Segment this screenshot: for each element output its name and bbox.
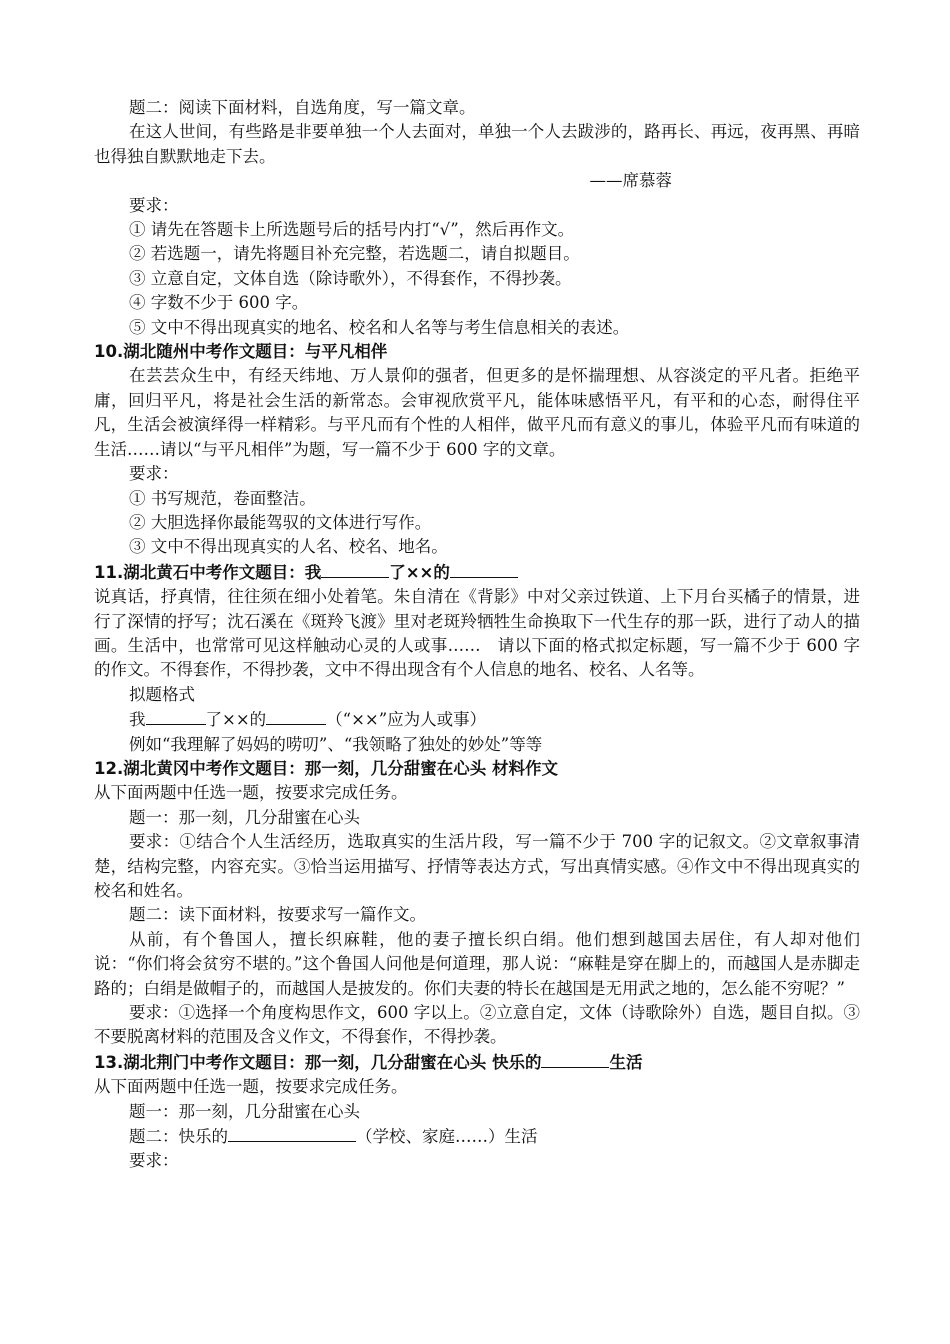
requirement-item: ③ 立意自定，文体自选（除诗歌外），不得套作，不得抄袭。 (129, 268, 572, 288)
topic-text: （学校、家庭……）生活 (356, 1127, 538, 1147)
topic-two-instruction: 题二：阅读下面材料，自选角度，写一篇文章。 (129, 98, 476, 117)
topic-one: 题一：那一刻，几分甜蜜在心头 (129, 807, 360, 827)
requirements-label: 要求： (129, 195, 179, 215)
requirements-label: 要求： (129, 1151, 179, 1171)
title-examples: 例如“我理解了妈妈的唠叨”、“我领略了独处的妙处”等等 (129, 734, 543, 754)
requirements-label: 要求： (129, 464, 179, 484)
title-format (94, 707, 860, 732)
blank-line (541, 1050, 609, 1068)
section-heading-11 (94, 560, 860, 585)
heading-text: 11.湖北黄石中考作文题目：我 (94, 562, 322, 582)
topic-two-material: 从前，有个鲁国人，擅长织麻鞋，他的妻子擅长织白绢。他们想到越国去居住，有人却对他们说：“你们将会贫穷不堪的。”这个鲁国人问他是何道理，那人说：“麻鞋是穿在脚上的，而越国人是赤脚走路的；白绢是做帽子的，而越国人是披发的。你们夫妻的特长在越国是无用武之地的，怎么能不穷呢？” (94, 929, 860, 998)
heading-text: 13.湖北荆门中考作文题目：那一刻，几分甜蜜在心头 快乐的 (94, 1052, 542, 1072)
requirement-item: ⑤ 文中不得出现真实的地名、校名和人名等与考生信息相关的表述。 (129, 317, 630, 337)
section-11-prompt: 说真话，抒真情，往往须在细小处着笔。朱自清在《背影》中对父亲过铁道、上下月台买橘子的情景，进行了深情的抒写；沈石溪在《斑羚飞渡》里对老斑羚牺牲生命换取下一代生存的那一跃，进行了动人的描画。生活中，也常常可见这样触动心灵的人或事…… 请以下面的格式拟定标题，写一篇不少于 600 字的作文。不得套作，不得抄袭，文中不得出现含有个人信息的地名、校名、人名等。 (94, 587, 860, 680)
section-10-prompt: 在芸芸众生中，有经天纬地、万人景仰的强者，但更多的是怀揣理想、从容淡定的平凡者。拒绝平庸，回归平凡，将是社会生活的新常态。会审视欣赏平凡，能体味感悟平凡，有平和的心态，耐得住平凡，生活会被演绎得一样精彩。与平凡而有个性的人相伴，做平凡而有意义的事儿，体验平凡而有味道的生活……请以“与平凡相伴”为题，写一篇不少于 600 字的文章。 (94, 366, 860, 459)
requirement-item: ③ 文中不得出现真实的人名、校名、地名。 (129, 537, 448, 557)
blank-line (450, 560, 518, 578)
requirement-item: ① 书写规范，卷面整洁。 (129, 488, 316, 508)
material-quote: 在这人世间，有些路是非要单独一个人去面对，单独一个人去跋涉的，路再长、再远，夜再黑、再暗也得独自默默地走下去。 (94, 122, 860, 166)
topic-text: 题二：快乐的 (129, 1127, 228, 1147)
section-heading-13 (94, 1050, 860, 1075)
blank-line (146, 707, 206, 725)
heading-text: 了××的 (389, 562, 450, 582)
document-page (94, 96, 860, 1174)
format-text: 了××的 (205, 710, 267, 730)
requirement-item: ① 请先在答题卡上所选题号后的括号内打“√”，然后再作文。 (129, 220, 575, 240)
title-format-label: 拟题格式 (129, 684, 195, 704)
quote-author: ——席慕蓉 (589, 171, 672, 191)
section-13-intro: 从下面两题中任选一题，按要求完成任务。 (94, 1077, 408, 1097)
topic-one-requirements: 要求：①结合个人生活经历，选取真实的生活片段，写一篇不少于 700 字的记叙文。②文章叙事清楚，结构完整，内容充实。③恰当运用描写、抒情等表达方式，写出真情实感。④作文中不得出现真实的校名和姓名。 (94, 832, 860, 900)
blank-line (321, 560, 389, 578)
heading-text: 生活 (609, 1052, 643, 1072)
requirement-item: ② 大胆选择你最能驾驭的文体进行写作。 (129, 512, 432, 532)
topic-two-requirements: 要求：①选择一个角度构思作文，600 字以上。②立意自定，文体（诗歌除外）自选，题目自拟。③不要脱离材料的范围及含义作文，不得套作，不得抄袭。 (94, 1003, 860, 1047)
section-12-intro: 从下面两题中任选一题，按要求完成任务。 (94, 783, 408, 803)
requirement-item: ② 若选题一，请先将题目补充完整，若选题二，请自拟题目。 (129, 244, 580, 264)
topic-one: 题一：那一刻，几分甜蜜在心头 (129, 1101, 360, 1121)
blank-line (228, 1124, 356, 1142)
section-heading-12: 12.湖北黄冈中考作文题目：那一刻，几分甜蜜在心头 材料作文 (94, 758, 558, 778)
topic-two: 题二：读下面材料，按要求写一篇作文。 (129, 905, 426, 925)
blank-line (266, 707, 326, 725)
format-text: 我 (129, 710, 146, 730)
section-heading-10: 10.湖北随州中考作文题目：与平凡相伴 (94, 342, 388, 362)
topic-two (94, 1124, 860, 1149)
requirement-item: ④ 字数不少于 600 字。 (129, 293, 309, 313)
format-text: （“××”应为人或事） (326, 710, 487, 730)
